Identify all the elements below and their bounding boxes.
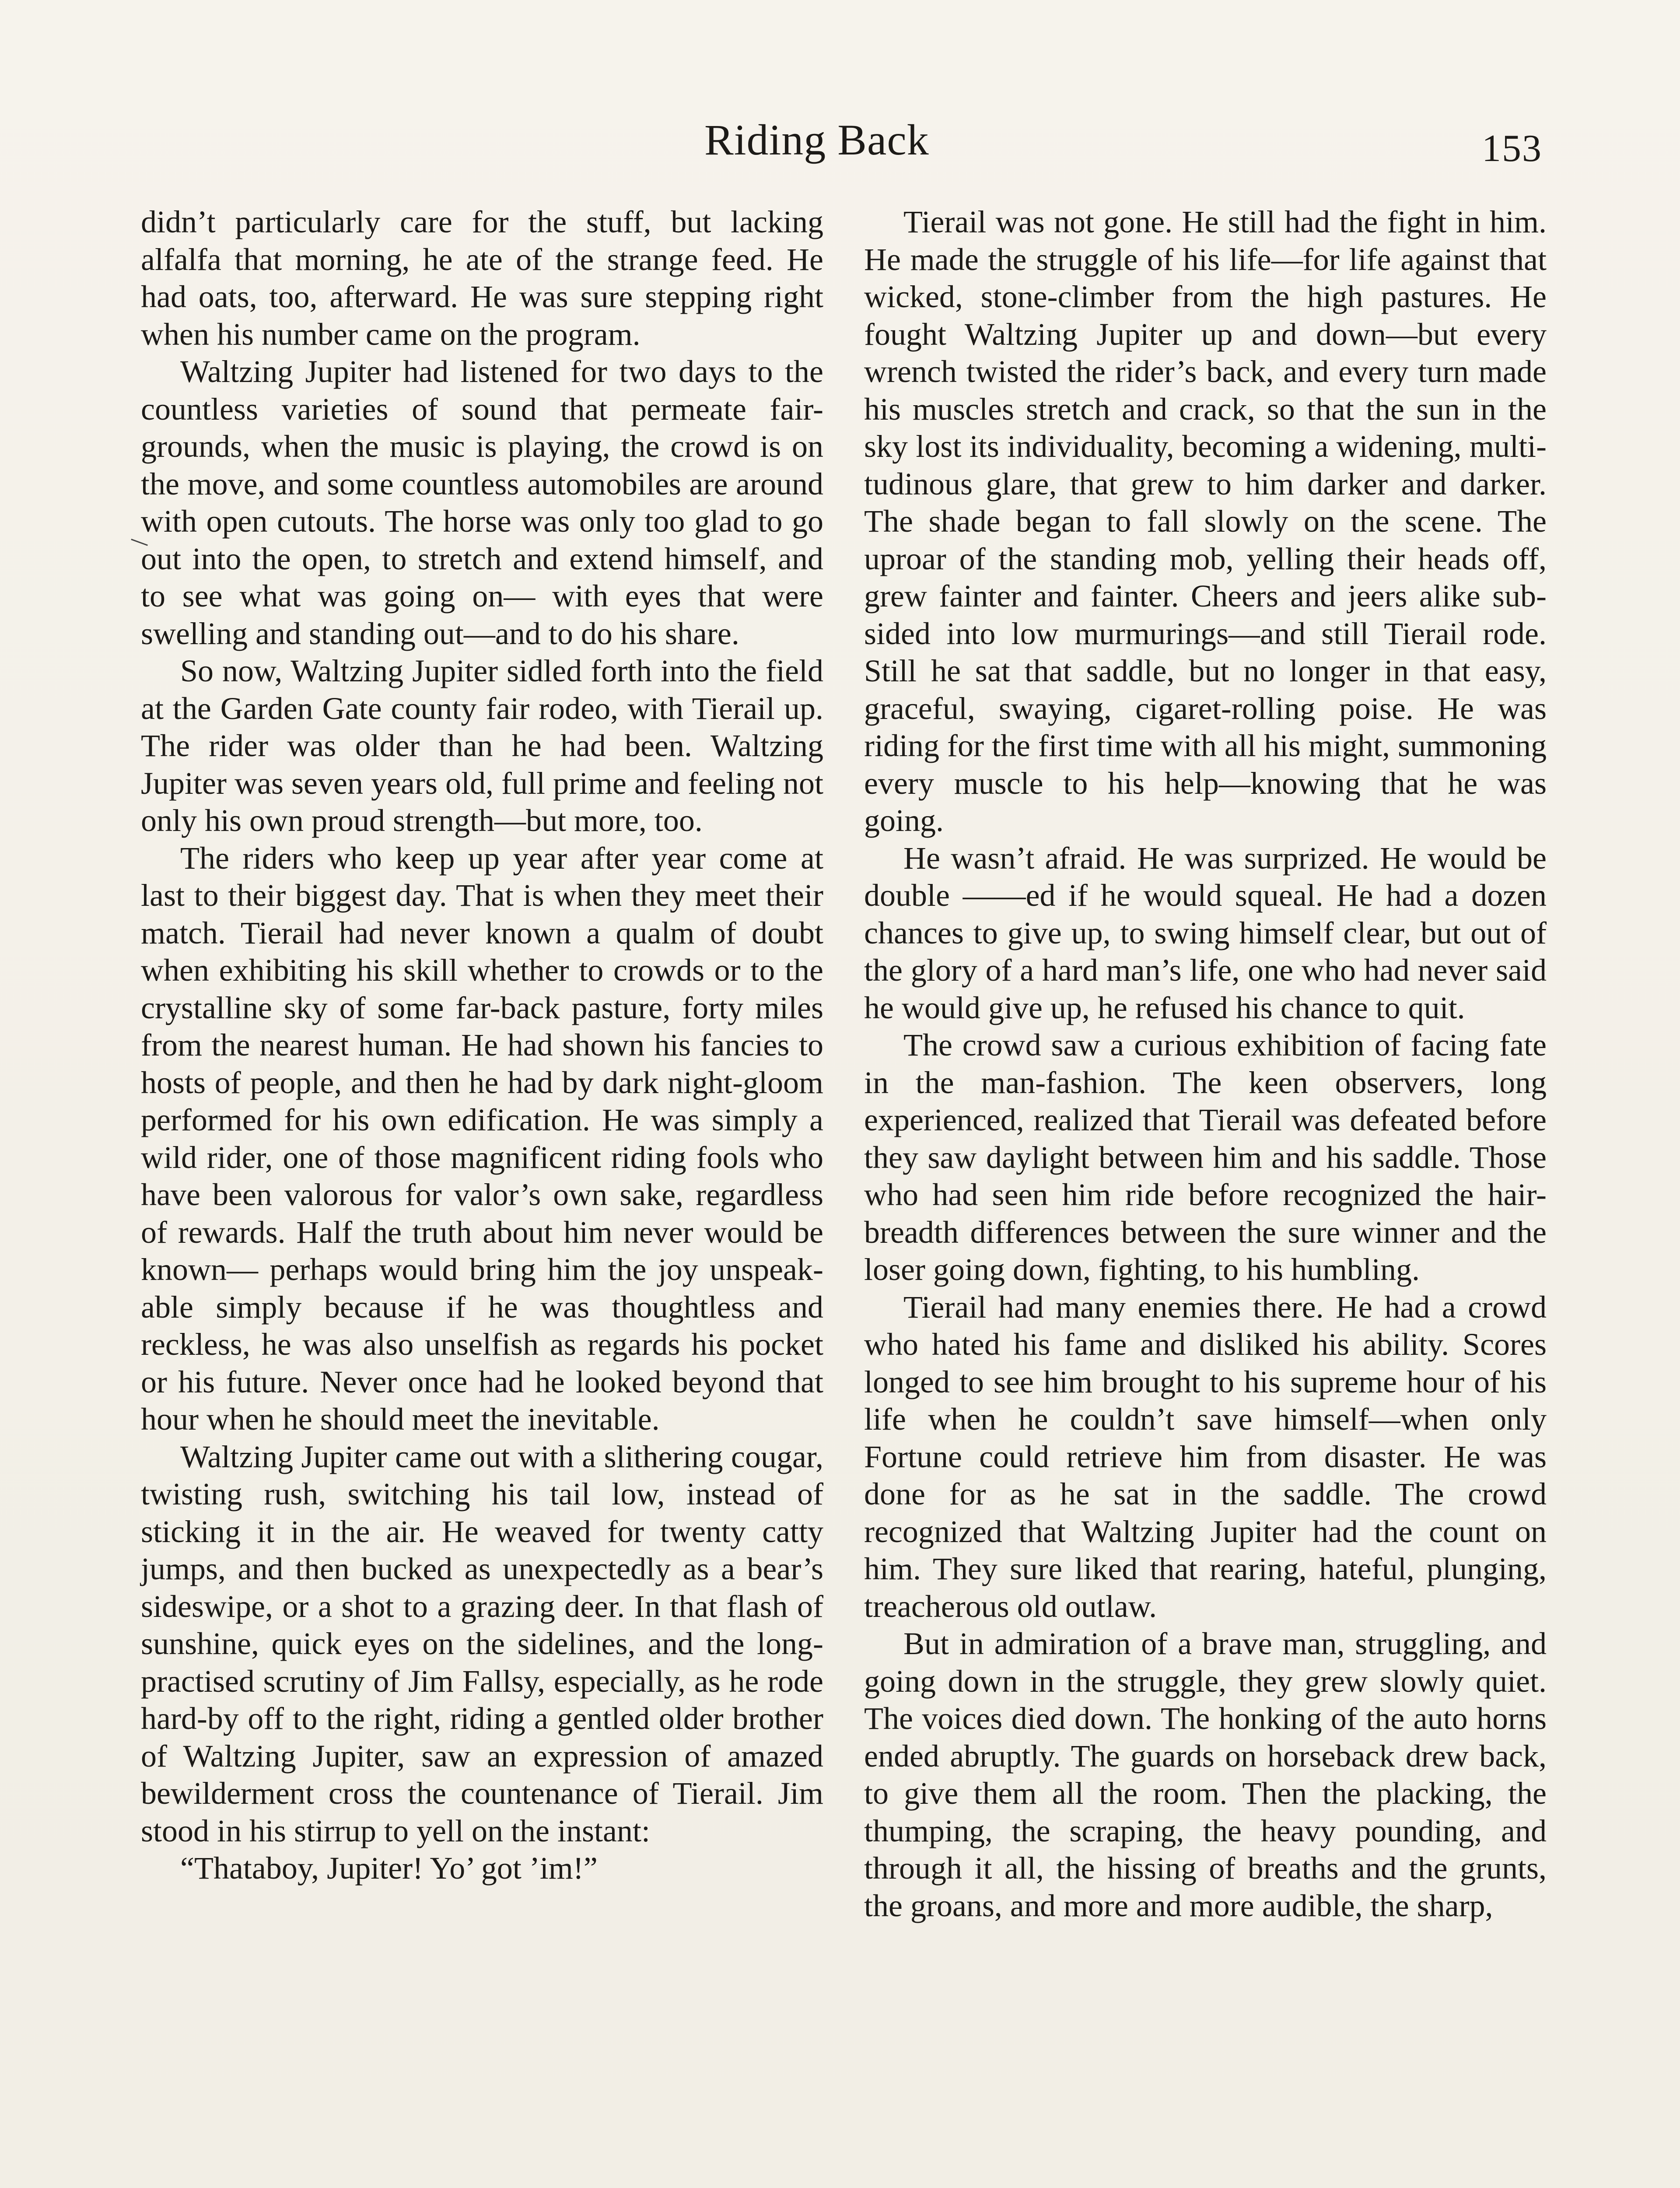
paragraph: Tierail had many enemies there. He had a crowd who hated his fame and disliked his ability. Scores longed to see him brought to his supreme hour of his life when he couldn’t save himself—when only Fortune could retrieve him from disaster. He was done for as he sat in the saddle. The crowd recognized that Waltzing Jupiter had the count on him. They sure liked that rearing, hateful, plunging, treacherous old outlaw. [864, 1289, 1547, 1624]
right-column [864, 203, 1547, 1925]
paragraph: So now, Waltzing Jupiter sidled forth into the field at the Garden Gate county fair rodeo, with Tierail up. The rider was older than he had been. Waltzing Jupiter was seven years old, full prime and feeling not only his own proud strength—but more, too. [141, 653, 823, 838]
paragraph: The crowd saw a curious exhibition of facing fate in the man-fashion. The keen observers, long experienced, realized that Tierail was defeated before they saw daylight between him and his saddle. Those who had seen him ride before recognized the hair-breadth differences between the sure winner and the loser going down, fighting, to his humbling. [864, 1027, 1547, 1287]
left-column [141, 203, 823, 1887]
paragraph: didn’t particularly care for the stuff, but lacking alfalfa that morning, he ate of the strange feed. He had oats, too, afterward. He was sure stepping right when his number came on the program. [141, 204, 823, 352]
paragraph: He wasn’t afraid. He was surprized. He would be double ——ed if he would squeal. He had a dozen chances to give up, to swing himself clear, but out of the glory of a hard man’s life, one who had never said he would give up, he refused his chance to quit. [864, 840, 1547, 1025]
paragraph: Tierail was not gone. He still had the fight in him. He made the struggle of his life—for life against that wicked, stone-climber from the high pastures. He fought Waltzing Jupiter up and down—but every wrench twisted the rider’s back, and every turn made his muscles stretch and crack, so that the sun in the sky lost its individuality, becoming a widening, multitudinous glare, that grew to him darker and darker. The shade began to fall slowly on the scene. The uproar of the standing mob, yelling their heads off, grew fainter and fainter. Cheers and jeers alike subsided into low murmurings—and still Tierail rode. Still he sat that saddle, but no longer in that easy, graceful, swaying, cigaret-rolling poise. He was riding for the first time with all his might, summoning every muscle to his help—knowing that he was going. [864, 204, 1547, 838]
running-title: Riding Back [704, 116, 929, 164]
running-header [0, 109, 1680, 171]
paragraph: But in admiration of a brave man, struggling, and going down in the struggle, they grew slowly quiet. The voices died down. The honking of the auto horns ended abruptly. The guards on horseback drew back, to give them all the room. Then the placking, the thumping, the scraping, the heavy pounding, and through it all, the hissing of breaths and the grunts, the groans, and more and more audible, the sharp, [864, 1626, 1547, 1923]
page-number: 153 [1482, 127, 1542, 170]
paragraph: “Thataboy, Jupiter! Yo’ got ’im!” [180, 1851, 598, 1886]
paragraph: Waltzing Jupiter came out with a slithering cougar, twisting rush, switching his tail low, instead of sticking it in the air. He weaved for twenty catty jumps, and then bucked as unexpectedly as a bear’s sideswipe, or a shot to a grazing deer. In that flash of sunshine, quick eyes on the sidelines, and the long-practised scrutiny of Jim Fallsy, especially, as he rode hard-by off to the right, riding a gentled older brother of Waltzing Jupiter, saw an expression of amazed bewilderment cross the countenance of Tierail. Jim stood in his stirrup to yell on the instant: [141, 1439, 823, 1848]
paragraph: The riders who keep up year after year come at last to their biggest day. That is when they meet their match. Tierail had never known a qualm of doubt when exhibiting his skill whether to crowds or to the crystalline sky of some far-back pasture, forty miles from the nearest human. He had shown his fancies to hosts of people, and then he had by dark night-gloom performed for his own edification. He was simply a wild rider, one of those magnificent riding fools who have been valorous for valor’s own sake, regardless of rewards. Half the truth about him never would be known— perhaps would bring him the joy unspeakable simply because if he was thoughtless and reckless, he was also unselfish as regards his pocket or his future. Never once had he looked beyond that hour when he should meet the inevitable. [141, 840, 823, 1437]
paragraph: Waltzing Jupiter had listened for two days to the countless varieties of sound that permeate fair-grounds, when the music is playing, the crowd is on the move, and some countless automobiles are around with open cutouts. The horse was only too glad to go out into the open, to stretch and extend himself, and to see what was going on— with eyes that were swelling and standing out—and to do his share. [141, 354, 823, 651]
